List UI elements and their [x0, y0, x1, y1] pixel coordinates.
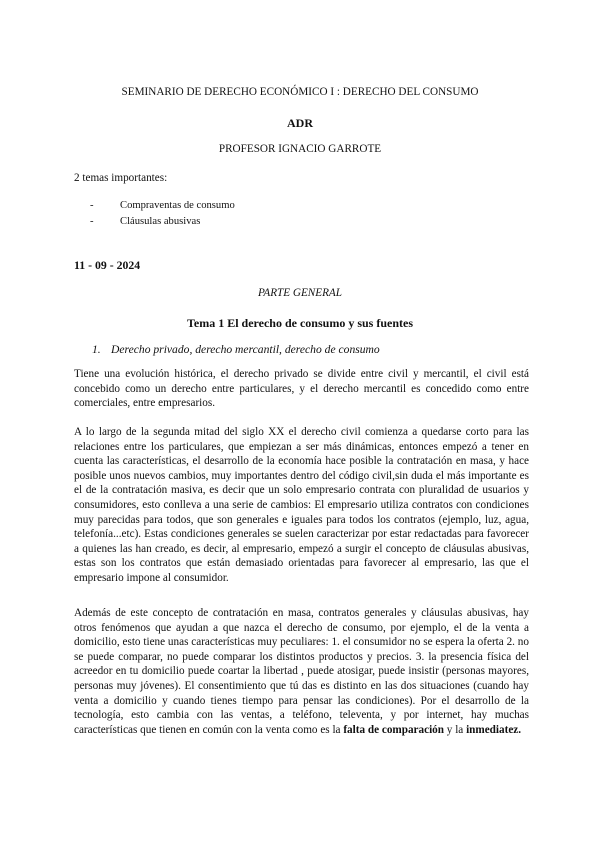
subject-title: ADR	[287, 116, 313, 130]
list-item-text: Cláusulas abusivas	[120, 216, 201, 227]
paragraph-1: Tiene una evolución histórica, el derecho privado se divide entre civil y mercantil, el civil está concebido como un derecho entre particulares, y el derecho mercantil es concedido como entre comerciales, entre empresarios.	[74, 368, 529, 410]
section-number: 1.	[92, 343, 101, 356]
emphasis-falta-de-comparacion: falta de comparación	[343, 723, 444, 736]
section-heading	[92, 343, 380, 356]
bullet-marker: -	[90, 216, 94, 227]
professor-name: PROFESOR IGNACIO GARROTE	[218, 143, 382, 155]
seminar-title: SEMINARIO DE DERECHO ECONÓMICO I : DERECHO DEL CONSUMO	[121, 86, 479, 98]
date-heading: 11 - 09 - 2024	[74, 258, 141, 272]
paragraph-3-text: Además de este concepto de contratación en masa, contratos generales y cláusulas abusivas, hay otros fenómenos que ayudan a que nazca el derecho de consumo, por ejemplo, el de la venta a domicilio, esto tiene unas características muy peculiares: 1. el consumidor no se espera la oferta 2. no se puede comparar, no puede comparar los distintos productos y precios. 3. la presencia física del acreedor en tu domicilio puede coartar la libertad , puede atosigar, puede insistir (personas mayores, personas muy jóvenes). El consentimiento que tú das es distinto en las dos situaciones (cuando hay venta a domicilio y cuando tienes tiempo para pensar las condiciones). Por el desarrollo de la tecnología, esto cambia con las ventas, a teléfono, televenta, y por internet, hay muchas características que tienen en común con la venta como es la	[74, 607, 529, 736]
list-item	[90, 216, 200, 227]
bullet-marker: -	[90, 200, 94, 211]
list-item-text: Compraventas de consumo	[120, 200, 235, 211]
section-title: Derecho privado, derecho mercantil, derecho de consumo	[111, 343, 380, 356]
paragraph-3-connector: y la	[444, 723, 467, 736]
emphasis-inmediatez: inmediatez.	[466, 723, 522, 736]
paragraph-2: A lo largo de la segunda mitad del siglo XX el derecho civil comienza a quedarse corto para las relaciones entre los particulares, que empiezan a ser más dinámicas, entonces empezó a tener en cuenta las características, el desarrollo de la economía hace posible la contratación en masa, y hace posible unos nuevos cambios, muy importantes dentro del código civil,sin duda el más importante es el de la contratación masiva, es decir que un solo empresario contrata con pluralidad de usuarios y consumidores, esto conlleva a una serie de cambios: El empresario utiliza contratos con condiciones muy parecidas para todos, que son generales e iguales para todos los contratos (ejemplo, luz, agua, telefonía...etc). Estas condiciones generales se suelen caracterizar por estar redactadas para favorecer a quienes las han creado, es decir, al empresario, empezó a surgir el concepto de cláusulas abusivas, estas son los contratos que están demasiado orientadas para favorecer al empresario, las que el empresario impone al consumidor.	[74, 426, 529, 584]
topic-title: Tema 1 El derecho de consumo y sus fuentes	[186, 316, 413, 330]
part-title: PARTE GENERAL	[257, 287, 342, 299]
paragraph-3	[74, 606, 529, 737]
list-item	[90, 200, 235, 211]
intro-label: 2 temas importantes:	[74, 172, 168, 184]
